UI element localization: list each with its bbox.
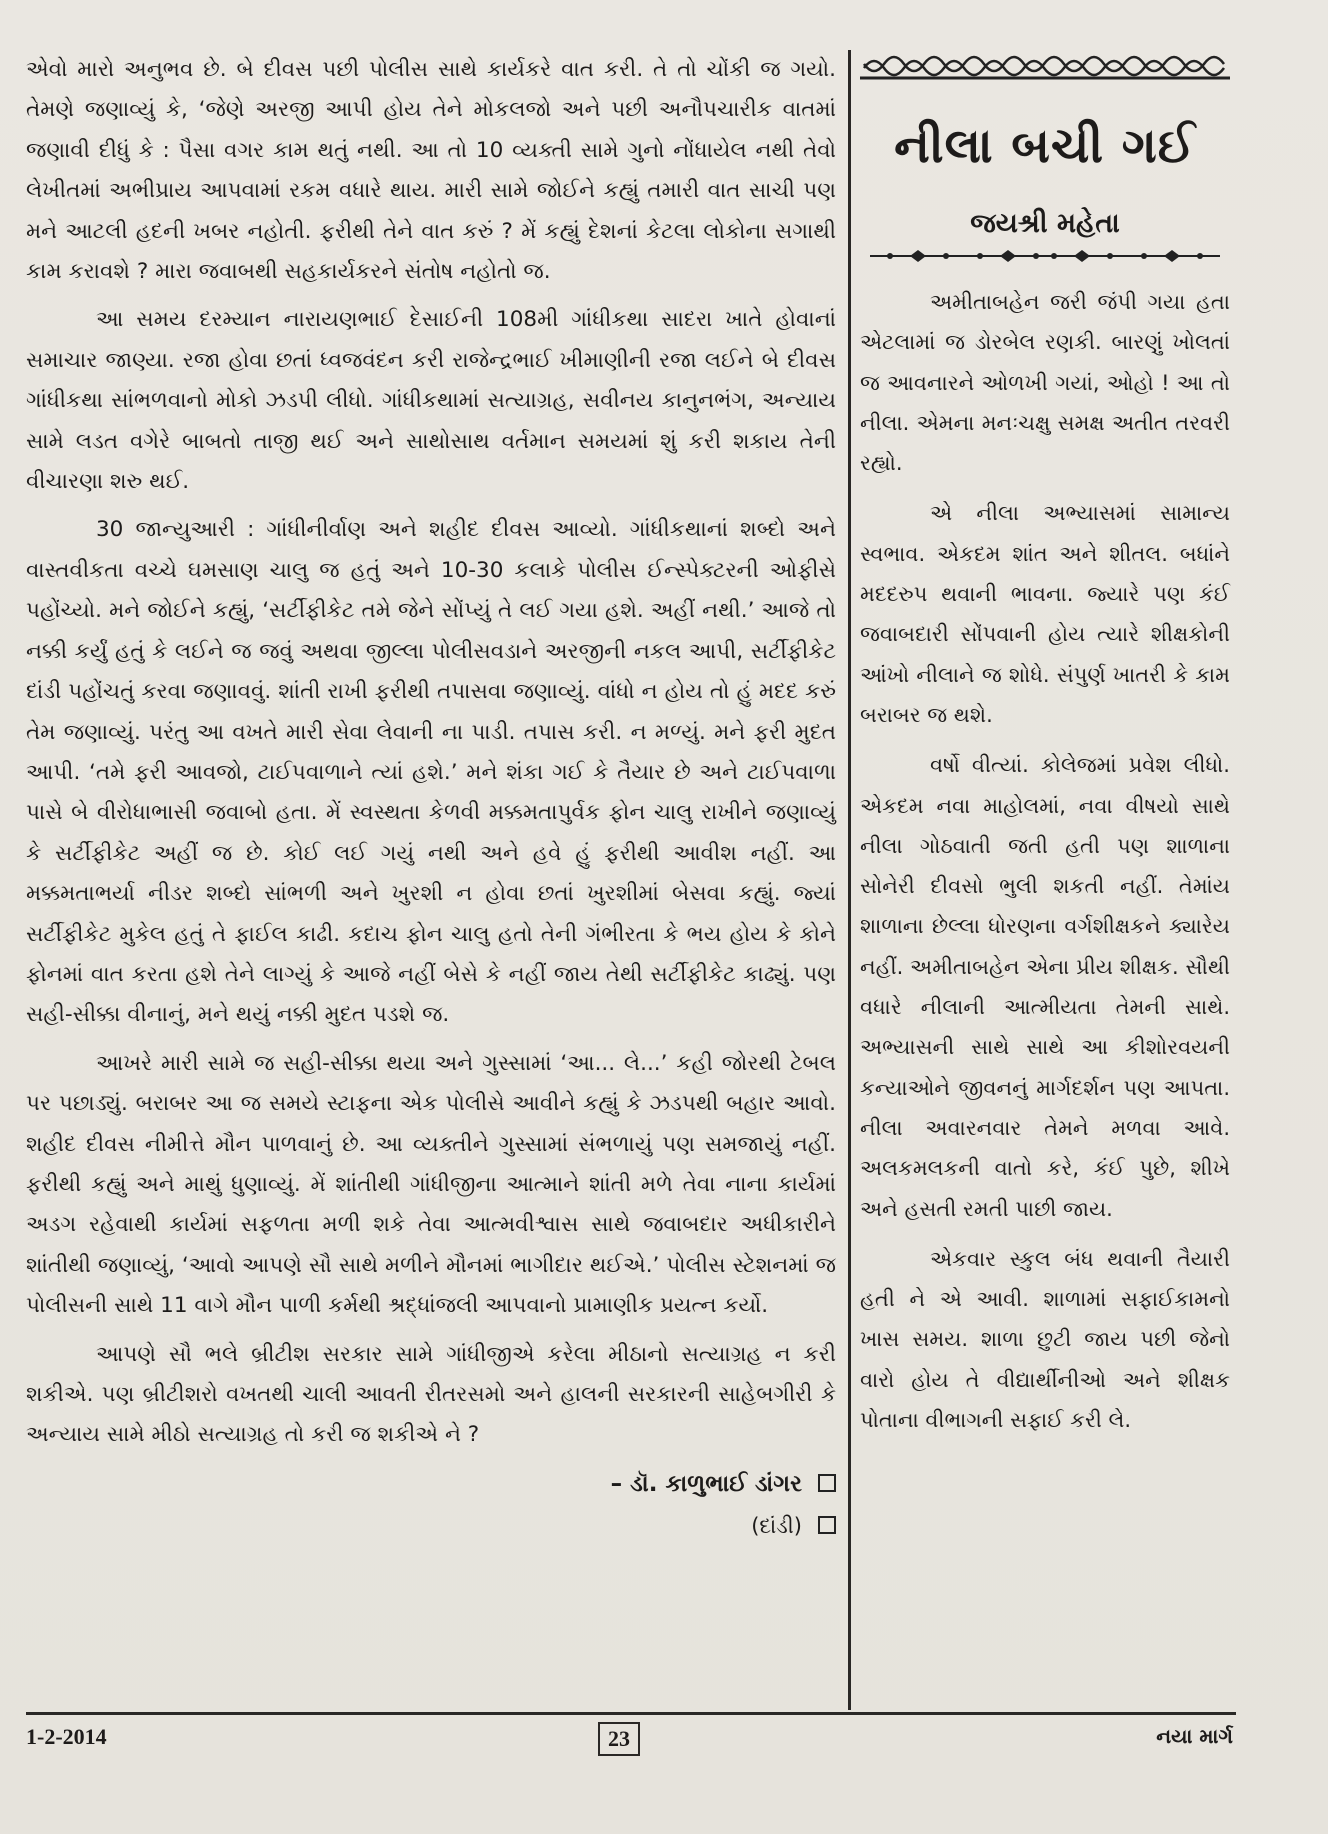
chain-border-ornament [860, 50, 1230, 82]
article-left-column [26, 50, 836, 1548]
story-paragraph-4: એકવાર સ્કુલ બંધ થવાની તૈયારી હતી ને એ આવી. શાળામાં સફાઈકામનો ખાસ સમય. શાળા છુટી જાય પછી જેનો વારો હોય તે વીદ્યાર્થીનીઓ અને શીક્ષક પોતાના વીભાગની સફાઈ કરી લે. [860, 1246, 1230, 1433]
magazine-name: નયા માર્ગ [1156, 1724, 1233, 1748]
article-paragraph-3: 30 જાન્યુઆરી : ગાંધીનીર્વાણ અને શહીદ દીવસ આવ્યો. ગાંધીકથાનાં શબ્દો અને વાસ્તવીકતા વચ્ચે ઘમસાણ ચાલુ જ હતું અને 10-30 કલાકે પોલીસ ઈન્સ્પેક્ટરની ઓફીસે પહોંચ્યો. મને જોઈને કહ્યું, ‘સર્ટીફીકેટ તમે જેને સોંપ્યું તે લઈ ગયા હશે. અહીં નથી.’ આજે તો નક્કી કર્યું હતું કે લઈને જ જવું અથવા જીલ્લા પોલીસવડાને અરજીની નકલ આપી, સર્ટીફીકેટ દાંડી પહોંચતું કરવા જણાવવું. શાંતી રાખી ફરીથી તપાસવા જણાવ્યું. વાંધો ન હોય તો હું મદદ કરું તેમ જણાવ્યું. પરંતુ આ વખતે મારી સેવા લેવાની ના પાડી. તપાસ કરી. ન મળ્યું. મને ફરી મુદત આપી. ‘તમે ફરી આવજો, ટાઈપવાળાને ત્યાં હશે.’ મને શંકા ગઈ કે તૈયાર છે અને ટાઈપવાળા પાસે બે વીરોધાભાસી જવાબો હતા. મેં સ્વસ્થતા કેળવી મક્કમતાપુર્વક ફોન ચાલુ રાખીને જણાવ્યું કે સર્ટીફીકેટ અહીં જ છે. કોઈ લઈ ગયું નથી અને હવે હું ફરીથી આવીશ નહીં. આ મક્કમતાભર્યા નીડર શબ્દો સાંભળી અને ખુરશી ન હોવા છતાં ખુરશીમાં બેસવા કહ્યું. જ્યાં સર્ટીફીકેટ મુકેલ હતું તે ફાઈલ કાઢી. કદાચ ફોન ચાલુ હતો તેની ગંભીરતા કે ભય હોય કે કોને ફોનમાં વાત કરતા હશે તેને લાગ્યું કે આજે નહીં બેસે કે નહીં જાય તેથી સર્ટીફીકેટ કાઢ્યું. પણ સહી-સીક્કા વીનાનું, મને થયું નક્કી મુદત પડશે જ. [26, 517, 836, 1028]
article-paragraph-2: આ સમય દરમ્યાન નારાયણભાઈ દેસાઈની 108મી ગાંધીકથા સાદરા ખાતે હોવાનાં સમાચાર જાણ્યા. રજા હોવા છતાં ધ્વજવંદન કરી રાજેન્દ્રભાઈ ખીમાણીની રજા લઈને બે દીવસ ગાંધીકથા સાંભળવાનો મોકો ઝડપી લીધો. ગાંધીકથામાં સત્યાગ્રહ, સવીનય કાનુનભંગ, અન્યાય સામે લડત વગેરે બાબતો તાજી થઈ અને સાથોસાથ વર્તમાન સમયમાં શું કરી શકાય તેની વીચારણા શરુ થઈ. [26, 307, 836, 495]
story-author: જયશ્રી મહેતા [970, 208, 1120, 239]
story-title: નીલા બચી ગઈ [894, 118, 1196, 174]
story-paragraph-1: અમીતાબહેન જરી જંપી ગયા હતા એટલામાં જ ડોરબેલ રણકી. બારણું ખોલતાં જ આવનારને ઓળખી ગયાં, ઓહો ! આ તો નીલા. એમના મનઃચક્ષુ સમક્ષ અતીત તરવરી રહ્યો. [860, 290, 1230, 476]
article-place-line [26, 1504, 836, 1548]
footer-rule [26, 1712, 1236, 1715]
author-place: (દાંડી) [751, 1513, 802, 1538]
author-name: – ડૉ. કાળુભાઈ ડાંગર [610, 1470, 802, 1497]
article-paragraph-4: આખરે મારી સામે જ સહી-સીક્કા થયા અને ગુસ્સામાં ‘આ... લે...’ કહી જોરથી ટેબલ પર પછાડ્યું. બરાબર આ જ સમયે સ્ટાફના એક પોલીસે આવીને કહ્યું કે ઝડપથી બહાર આવો. શહીદ દીવસ નીમીત્તે મૌન પાળવાનું છે. આ વ્યક્તીને ગુસ્સામાં સંભળાયું પણ સમજાયું નહીં. ફરીથી કહ્યું અને માથું ધુણાવ્યું. મેં શાંતીથી ગાંધીજીના આત્માને શાંતી મળે તેવા નાના કાર્યમાં અડગ રહેવાથી કાર્યમાં સફળતા મળી શકે તેવા આત્મવીશ્વાસ સાથે જવાબદાર અધીકારીને શાંતીથી જણાવ્યું, ‘આવો આપણે સૌ સાથે મળીને મૌનમાં ભાગીદાર થઈએ.’ પોલીસ સ્ટેશનમાં જ પોલીસની સાથે 11 વાગે મૌન પાળી કર્મથી શ્રદ્ધાંજલી આપવાનો પ્રામાણીક પ્રયત્ન કર્યો. [26, 1050, 836, 1319]
end-box-icon [818, 1474, 836, 1492]
story-paragraph-2: એ નીલા અભ્યાસમાં સામાન્ય સ્વભાવ. એકદમ શાંત અને શીતલ. બધાંને મદદરુપ થવાની ભાવના. જ્યારે પણ કંઈ જવાબદારી સોંપવાની હોય ત્યારે શીક્ષકોની આંખો નીલાને જ શોધે. સંપુર્ણ ખાતરી કે કામ બરાબર જ થશે. [860, 501, 1230, 727]
story-right-column [860, 50, 1230, 1450]
column-divider [848, 50, 851, 1710]
issue-date: 1-2-2014 [26, 1724, 107, 1749]
article-paragraph-1: એવો મારો અનુભવ છે. બે દીવસ પછી પોલીસ સાથે કાર્યકરે વાત કરી. તે તો ચોંકી જ ગયો. તેમણે જણાવ્યું કે, ‘જેણે અરજી આપી હોય તેને મોકલજો અને પછી અનૌપચારીક વાતમાં જણાવી દીધું કે : પૈસા વગર કામ થતું નથી. આ તો 10 વ્યક્તી સામે ગુનો નોંધાયેલ નથી તેવો લેખીતમાં અભીપ્રાય આપવામાં રકમ વધારે થાય. મારી સામે જોઈને કહ્યું તમારી વાત સાચી પણ મને આટલી હદની ખબર નહોતી. ફરીથી તેને વાત કરું ? મેં કહ્યું દેશનાં કેટલા લોકોના સગાથી કામ કરાવશે ? મારા જવાબથી સહકાર્યકરને સંતોષ નહોતો જ. [26, 57, 836, 285]
divider-ornament [860, 244, 1230, 268]
article-signature [26, 1464, 836, 1504]
page-number: 23 [598, 1722, 640, 1756]
article-paragraph-5: આપણે સૌ ભલે બ્રીટીશ સરકાર સામે ગાંધીજીએ કરેલા મીઠાનો સત્યાગ્રહ ન કરી શકીએ. પણ બ્રીટીશરો વખતથી ચાલી આવતી રીતરસમો અને હાલની સરકારની સાહેબગીરી કે અન્યાય સામે મીઠો સત્યાગ્રહ તો કરી જ શકીએ ને ? [26, 1341, 836, 1448]
story-paragraph-3: વર્ષો વીત્યાં. કોલેજમાં પ્રવેશ લીધો. એકદમ નવા માહોલમાં, નવા વીષયો સાથે નીલા ગોઠવાતી જતી હતી પણ શાળાના સોનેરી દીવસો ભુલી શકતી નહીં. તેમાંય શાળાના છેલ્લા ધોરણના વર્ગશીક્ષકને ક્યારેય નહીં. અમીતાબહેન એના પ્રીય શીક્ષક. સૌથી વધારે નીલાની આત્મીયતા તેમની સાથે. અભ્યાસની સાથે સાથે આ કીશોરવયની કન્યાઓને જીવનનું માર્ગદર્શન પણ આપતા. નીલા અવારનવાર તેમને મળવા આવે. અલકમલકની વાતો કરે, કંઈ પુછે, શીખે અને હસતી રમતી પાછી જાય. [860, 753, 1230, 1221]
end-box-icon [818, 1516, 836, 1534]
